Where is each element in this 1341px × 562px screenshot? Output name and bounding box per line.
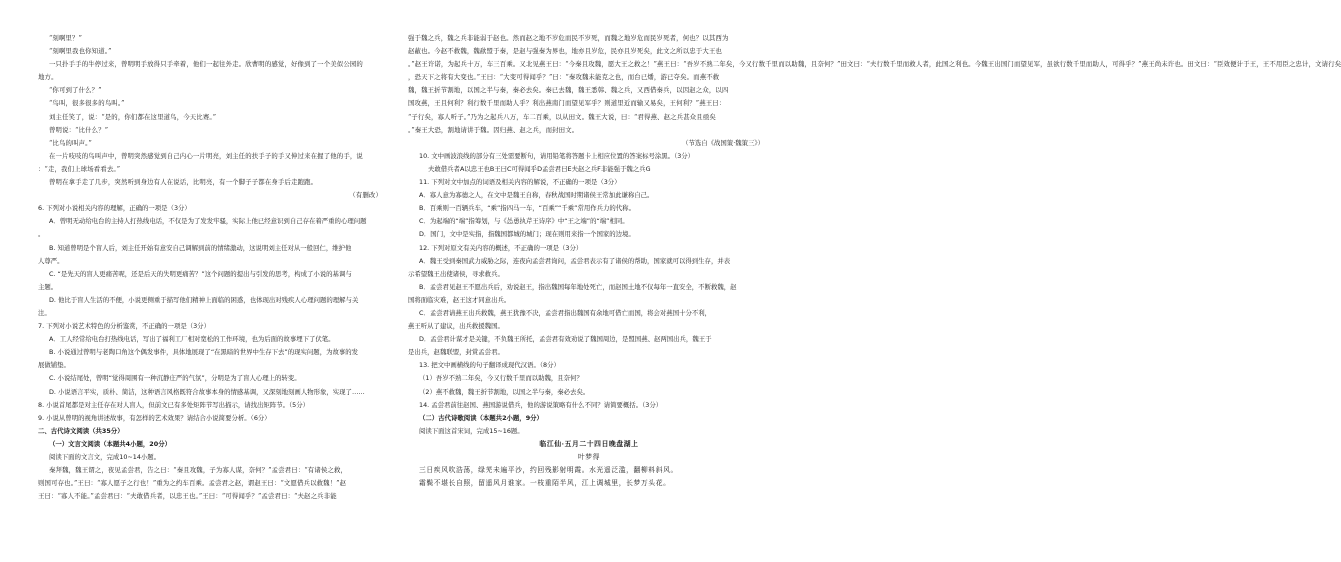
right-text-line: A．魏王受到秦国武力威胁之际，连夜向孟尝君询问，孟尝君表示有了诸侯的帮助，国家就可以得到生存，并表 bbox=[419, 256, 731, 265]
right-text-line: 。”秦王大恐，割地请讲于魏。因归燕、赵之兵，而封田文。 bbox=[408, 125, 579, 134]
poem-title: 临江仙·五月二十四日晚盘湖上 bbox=[539, 439, 639, 448]
left-text-line: 人尊严。 bbox=[38, 256, 64, 265]
left-text-line: 曾明说：“比什么？” bbox=[49, 125, 109, 134]
right-text-line: D．国门，文中是实指，指魏国都城的城门；现在则用来指一个国家的边境。 bbox=[419, 230, 635, 239]
left-text-line: （有删改） bbox=[349, 191, 382, 200]
left-text-line: “比鸟的叫声。” bbox=[49, 138, 92, 147]
left-text-line: 8. 小说首尾都是对主任存在对人盲人，但前文已有多处矩阵节写出描示，请找出矩阵节。（5分） bbox=[38, 400, 310, 409]
poem-line-1: 三日疾风吹浩荡，绿芜未遍平沙，约回残影射明霞。水光遥泛滥，翻柳料斜风。 bbox=[419, 466, 678, 475]
left-text-line: 在一片吱吱的鸟叫声中，曾明突然感觉到自己内心一片明亮，刘主任的扶手子的手又伸过来在握了他的手，说 bbox=[49, 151, 363, 160]
left-text-line: 则国可存也。”王曰：“寡人愿子之行也！”重为之约车百乘。孟尝君之赵，谓赵王曰：“文愿借兵以救魏！”赵 bbox=[38, 479, 347, 488]
left-column bbox=[38, 32, 388, 503]
left-text-line: 曾明在拿手走了几步，突然听到身边有人在说话，比明亮，有一个脚子子都在身手后走跑跑。 bbox=[49, 178, 318, 187]
right-text-line: B．百乘则一百辆兵车，“乘”指四马一车，“百乘”“千乘”常用作兵力的代称。 bbox=[419, 204, 635, 213]
right-text-line: C．为起端的“端”指筹划，与《怂恿执芹王诗序》中“王之端”的“端”相同。 bbox=[419, 217, 629, 226]
right-text-line: B．孟尝君见赵王不愿出兵后，劝说赵王，指出魏国每年地处死亡，而赵国土地不仅每年一直安全，不断救魏，赵 bbox=[419, 282, 737, 291]
left-text-line: 6. 下列对小说相关内容的理解，正确的一项是（3分） bbox=[38, 204, 191, 213]
right-text-line: 。”赵王许诺，为起兵十万，车三百乘。又北见燕王曰：“今秦且攻魏，愿大王之救之！”燕王曰：“吾岁不熟二年矣，今又行数千里而以助魏，且奈何？”田文曰：“夫行数千里而救人者，此国之利也。今魏王出国门而望见军，虽欲行数千里而助人，可得乎？”燕王尚未许也。田文曰：“臣效便计于王，王不用臣之忠计，文请行矣 bbox=[408, 60, 1341, 69]
left-text-line: 阅读下面的文言文，完成10~14小题。 bbox=[49, 453, 161, 461]
right-text-line: 强于魏之兵，魏之兵非能弱于赵也。然而赵之地不岁危而民不岁死，而魏之地岁危而民岁死者，何也？以其西为 bbox=[408, 34, 729, 42]
right-text-line: 国攻燕，王且何利？利行数千里而助人乎？利出燕南门而望见军乎？则道里近而输又易矣，王何利？”燕王曰： bbox=[408, 99, 726, 108]
right-text-line: 13. 把文中画横线的句子翻译成现代汉语。（8分） bbox=[419, 361, 560, 370]
left-text-line: （一）文言文阅读（本题共4小题，20分） bbox=[49, 439, 171, 448]
right-text-line: 12. 下列对原文有关内容的概述，不正确的一项是（3分） bbox=[419, 243, 583, 252]
left-text-line: 地方。 bbox=[38, 73, 58, 82]
left-text-line: 一只扑手手的牛停过来，曾明明手放得只手牵着，他们一起往外走。欣曹明的感觉，好像到了一个美似公园的 bbox=[49, 60, 363, 69]
left-text-line: 9. 小说从曾明的视角讲述故事，有怎样的艺术效果？请结合小说简要分析。（6分） bbox=[38, 413, 271, 422]
left-text-line: B. 知道曾明是个盲人后，刘主任开始有意安自己调解到前的情绪激动，这说明刘主任对从一般回仁，维护他 bbox=[49, 243, 352, 252]
left-text-line: ：“走，我们上球场看看去。” bbox=[38, 164, 121, 173]
left-text-line: “刻啊里我也你知道。” bbox=[49, 47, 112, 56]
right-text-line: 阅读下面这首宋词，完成15~16题。 bbox=[419, 426, 524, 435]
right-text-line: （2）燕不救魏，魏王折节割地，以国之半与秦，秦必去矣。 bbox=[419, 387, 590, 396]
left-text-line: “鸟叫，很多很多的鸟叫。” bbox=[49, 99, 125, 108]
right-text-line: 赵蔽也。今赵不救魏，魏歃盟于秦，是赵与强秦为界也，地亦且岁危，民亦且岁死矣，此文之所以忠于大王也 bbox=[408, 47, 722, 56]
left-text-line: A．曾明无动给电台的主持人打热线电话，不仅是为了发发牢骚，实际上他已经意识到自己存在着严重的心理问题 bbox=[49, 217, 367, 226]
right-text-line: “子行矣，寡人听子。”乃为之起兵八万，车二百乘，以从田文。魏王大说，曰：“君得燕、赵之兵甚众且亟矣 bbox=[408, 112, 716, 121]
right-text-line: A．寡人意为寡德之人，在文中是魏王自称，春秋战国时期诸侯王常加此谦称自己。 bbox=[419, 191, 654, 200]
right-text-line: 燕王听从了建议，出兵救援魏国。 bbox=[408, 322, 504, 331]
right-column-text bbox=[408, 32, 1341, 438]
right-text-line: 夫敢借兵者A以忠王也B王曰C可得闻乎D孟尝君曰E夫赵之兵F非能强于魏之兵G bbox=[428, 164, 651, 173]
left-text-line: C. 小说结尾处，曾明“觉得周围有一种沉静庄严的气氛”，分明是为了盲人心理上的转变。 bbox=[49, 374, 301, 383]
left-text-line: D. 他比于盲人生活的不便，小说更侧重于描写他们精神上面临的困惑，也体现出对残疾人心理问题的理解与关 bbox=[49, 295, 359, 304]
left-text-line: C. “是先天的盲人更痛苦呢，还是后天的失明更痛苦？”这个问题的提出与引发的思考，构成了小说的基调与 bbox=[49, 269, 352, 278]
right-text-line: 10. 文中画波浪线的部分有三处需要断句，请用铅笔将答题卡上相应位置的答案标号涂黑。（3分） bbox=[419, 151, 695, 160]
right-text-line: 国将面临灾难，赵王这才同意出兵。 bbox=[408, 295, 511, 304]
right-text-line: （节选自《战国策·魏策三》） bbox=[682, 138, 764, 147]
right-text-line: 是出兵，赵魏联盟，封赏孟尝君。 bbox=[408, 348, 504, 357]
right-text-line: D．孟尝君计谋才是关键，不负魏王所托，孟尝君有效劝说了魏国周边，是盟国燕、赵两国出兵，魏王于 bbox=[419, 335, 712, 344]
left-text-line: 王曰：“寡人不能。”孟尝君曰：“夫敢借兵者，以忠王也。”王曰：“可得闻乎？”孟尝君曰：“夫赵之兵非能 bbox=[38, 492, 337, 501]
left-text-line: “刻啊里？” bbox=[49, 34, 82, 42]
left-text-line: 展做铺垫。 bbox=[38, 361, 70, 370]
poem-author: 叶梦得 bbox=[577, 453, 601, 461]
right-column bbox=[408, 32, 1341, 490]
left-text-line: 秦拜魏，魏王谓之，夜见孟尝君，告之曰：“秦且攻魏，子为寡人谋，奈何？”孟尝君曰：“有诸侯之救， bbox=[49, 466, 348, 475]
left-text-line: 刘主任笑了，说：“是的，你们都在这里道鸟，今天比赛。” bbox=[49, 112, 217, 121]
left-text-line: 注。 bbox=[38, 308, 51, 317]
right-text-line: （二）古代诗歌阅读（本题共2小题，9分） bbox=[419, 413, 543, 422]
left-text-line: B. 小说通过曾明与老陶口角这个偶发事件，具体地展现了“在黑暗的世界中生存下去”的现实问题，为故事的发 bbox=[49, 348, 359, 357]
right-text-line: 14. 孟尝君前往赵国、燕国游说借兵，他的游说策略有什么不同？请简要概括。（3分） bbox=[419, 400, 663, 409]
right-text-line: C．孟尝君请燕王出兵救魏，燕王犹豫不决，孟尝君指出魏国有余地可借亡而国，将会对燕国十分不利， bbox=[419, 308, 712, 317]
poem-line-2: 霜鬓不堪长自照，留遥风月谁家。一枝重陌半风，江上调城里，长梦万头花。 bbox=[419, 479, 671, 488]
left-text-line: “你可到了什么？” bbox=[49, 86, 102, 95]
left-text-line: 主题。 bbox=[38, 282, 58, 291]
right-text-line: ，恐天下之将有大变也。”王曰：“大变可得闻乎？”曰：“秦攻魏未能克之也，而台已燔，游已夺矣。而燕不救 bbox=[408, 73, 720, 82]
left-text-line: 7. 下列对小说艺术特色的分析鉴赏，不正确的一项是（3分） bbox=[38, 322, 210, 331]
right-text-line: 魏，魏王折节割地，以国之半与秦，秦必去矣。秦已去魏，魏王悉韩、魏之兵，又西借秦兵，以因赵之众，以四 bbox=[408, 86, 729, 95]
left-text-line: 。 bbox=[38, 230, 45, 239]
right-text-line: 11. 下列对文中加点的词语及相关内容的解说，不正确的一项是（3分） bbox=[419, 178, 621, 187]
left-text-line: D. 小说语言平实，质朴、简洁，这种语言风格既符合故事本身的情感基调，又深刻地刻画人物形象，实现了…… bbox=[49, 387, 365, 396]
left-text-line: 二、古代诗文阅读（共35分） bbox=[38, 426, 124, 435]
right-text-line: （1）吾岁不熟二年矣，今又行数千里而以助魏，且奈何？ bbox=[419, 374, 583, 383]
right-text-line: 示希望魏王出使诸侯，寻求救兵。 bbox=[408, 269, 504, 278]
left-text-line: A．工人经常给电台打热线电话，写出了福利工厂相对宽松的工作环境，也为后面的故事埋下了伏笔。 bbox=[49, 335, 335, 344]
